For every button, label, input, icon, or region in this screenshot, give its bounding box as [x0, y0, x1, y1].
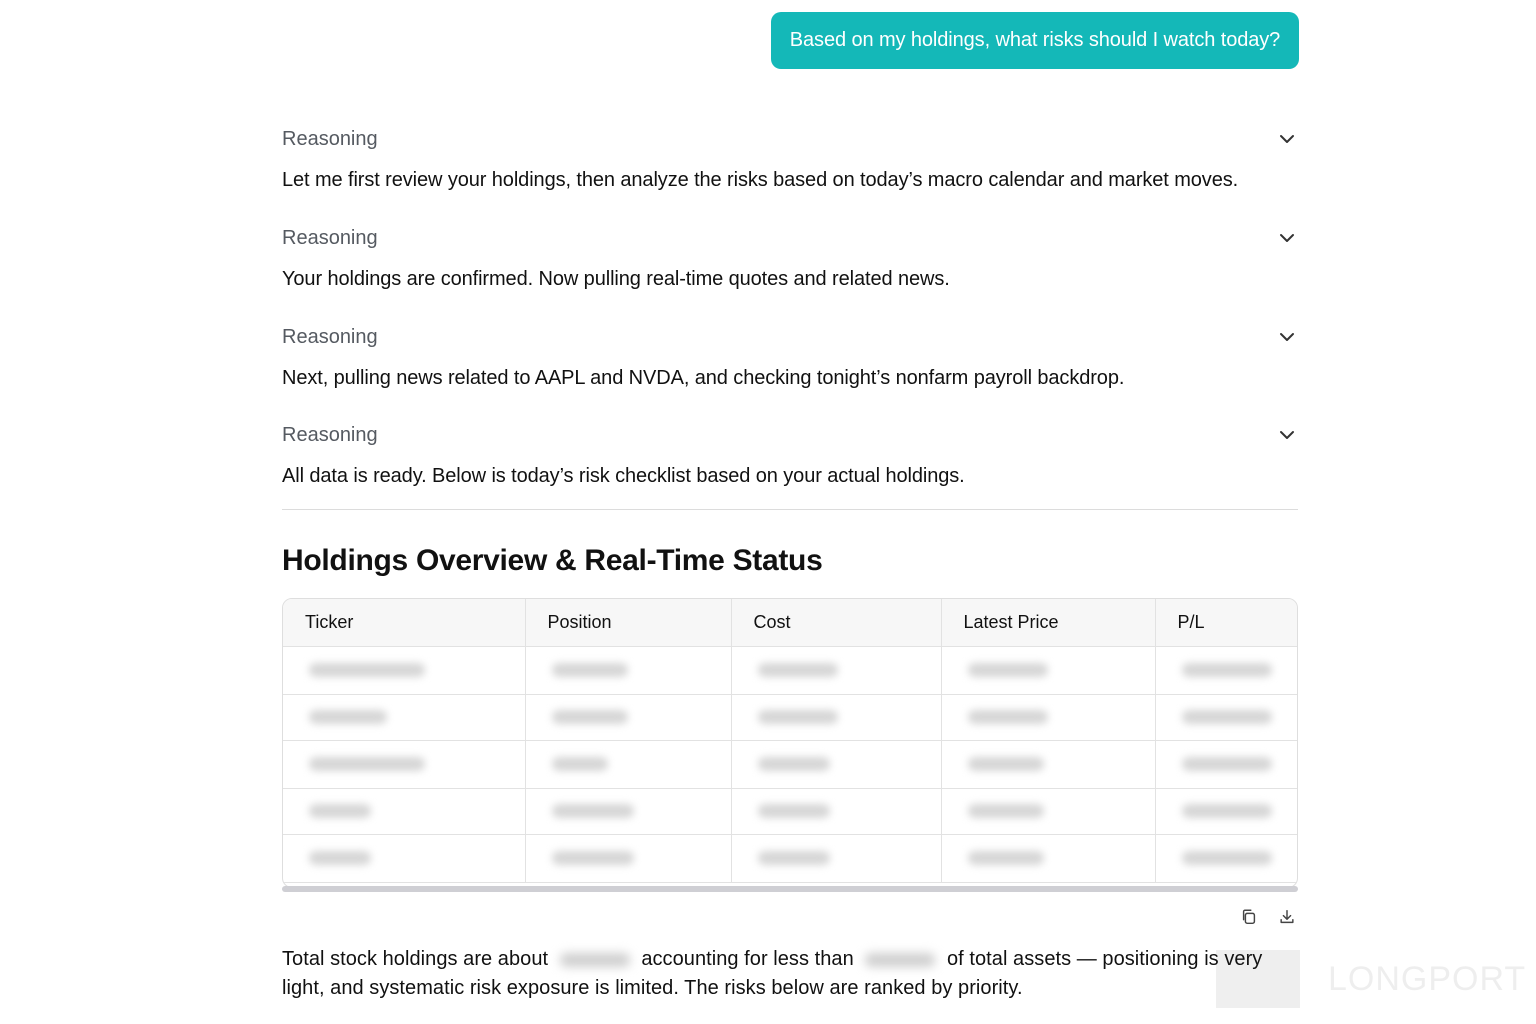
reasoning-label: Reasoning	[282, 325, 378, 348]
table-cell	[941, 740, 1155, 788]
table-row	[283, 788, 1297, 834]
redacted-value	[865, 953, 935, 967]
summary-text: accounting for less than	[641, 948, 854, 970]
redacted-value	[758, 804, 830, 818]
reasoning-label: Reasoning	[282, 226, 378, 249]
watermark-logo-icon	[1216, 950, 1300, 1008]
table-actions	[1238, 906, 1298, 928]
table-horizontal-scrollbar[interactable]	[282, 886, 1298, 892]
summary-paragraph	[282, 945, 1282, 1003]
redacted-value	[309, 710, 387, 724]
redacted-value	[552, 663, 628, 677]
table-row	[283, 834, 1297, 882]
user-message-bubble	[771, 12, 1299, 69]
redacted-value	[552, 851, 634, 865]
redacted-value	[309, 804, 371, 818]
table-cell	[525, 834, 731, 882]
redacted-value	[1182, 757, 1272, 771]
table-cell	[525, 788, 731, 834]
table-cell	[941, 646, 1155, 694]
redacted-value	[309, 757, 425, 771]
table-row	[283, 740, 1297, 788]
table-row	[283, 694, 1297, 740]
column-header-position[interactable]: Position	[525, 599, 731, 646]
download-icon[interactable]	[1276, 906, 1298, 928]
reasoning-step	[282, 420, 1298, 488]
table-cell	[1155, 646, 1297, 694]
column-header-cost[interactable]: Cost	[731, 599, 941, 646]
reasoning-text: Let me first review your holdings, then analyze the risks based on today’s macro calendar and market moves.	[282, 169, 1239, 191]
reasoning-step	[282, 223, 1298, 291]
table-cell	[283, 646, 525, 694]
table-cell	[1155, 694, 1297, 740]
redacted-value	[552, 804, 634, 818]
reasoning-step	[282, 124, 1298, 192]
redacted-value	[758, 710, 838, 724]
redacted-value	[552, 710, 628, 724]
table-cell	[941, 788, 1155, 834]
redacted-value	[758, 663, 838, 677]
table-cell	[525, 646, 731, 694]
summary-text: Total stock holdings are about	[282, 948, 549, 970]
table-cell	[731, 740, 941, 788]
table-cell	[731, 694, 941, 740]
redacted-value	[560, 953, 630, 967]
column-header-latest-price[interactable]: Latest Price	[941, 599, 1155, 646]
redacted-value	[1182, 804, 1272, 818]
redacted-value	[968, 851, 1044, 865]
redacted-value	[1182, 663, 1272, 677]
reasoning-text: Next, pulling news related to AAPL and NVDA, and checking tonight’s nonfarm payroll backdrop.	[282, 367, 1125, 389]
redacted-value	[968, 804, 1044, 818]
watermark	[1216, 950, 1526, 1008]
table-header-row	[283, 599, 1297, 646]
table-cell	[283, 694, 525, 740]
table-cell	[283, 740, 525, 788]
redacted-value	[968, 663, 1048, 677]
column-header-pl[interactable]: P/L	[1155, 599, 1297, 646]
table-cell	[525, 740, 731, 788]
table-cell	[731, 834, 941, 882]
redacted-value	[309, 851, 371, 865]
redacted-value	[758, 757, 830, 771]
redacted-value	[552, 757, 608, 771]
table-cell	[941, 694, 1155, 740]
section-title: Holdings Overview & Real-Time Status	[282, 544, 823, 577]
copy-icon[interactable]	[1238, 906, 1260, 928]
divider	[282, 509, 1298, 510]
chevron-down-icon[interactable]	[1276, 227, 1298, 249]
reasoning-label: Reasoning	[282, 423, 378, 446]
chevron-down-icon[interactable]	[1276, 326, 1298, 348]
redacted-value	[1182, 851, 1272, 865]
redacted-value	[968, 757, 1044, 771]
table-cell	[731, 646, 941, 694]
table-row	[283, 646, 1297, 694]
user-message-text: Based on my holdings, what risks should I watch today?	[789, 29, 1281, 51]
watermark-text: LONGPORT	[1328, 959, 1527, 998]
table-cell	[1155, 740, 1297, 788]
redacted-value	[1182, 710, 1272, 724]
table-cell	[1155, 788, 1297, 834]
table-cell	[525, 694, 731, 740]
redacted-value	[758, 851, 830, 865]
chevron-down-icon[interactable]	[1276, 128, 1298, 150]
redacted-value	[968, 710, 1048, 724]
holdings-table	[282, 598, 1298, 888]
table-cell	[283, 834, 525, 882]
chevron-down-icon[interactable]	[1276, 424, 1298, 446]
table-cell	[1155, 834, 1297, 882]
reasoning-step	[282, 322, 1298, 390]
column-header-ticker[interactable]: Ticker	[283, 599, 525, 646]
table-cell	[731, 788, 941, 834]
summary-text: of total assets — positioning is very light, and systematic risk exposure is limited. The risks below are ranked by priority.	[282, 948, 1263, 999]
table-cell	[941, 834, 1155, 882]
reasoning-label: Reasoning	[282, 127, 378, 150]
reasoning-text: All data is ready. Below is today’s risk checklist based on your actual holdings.	[282, 465, 965, 487]
reasoning-text: Your holdings are confirmed. Now pulling real-time quotes and related news.	[282, 268, 950, 290]
table-cell	[283, 788, 525, 834]
redacted-value	[309, 663, 425, 677]
